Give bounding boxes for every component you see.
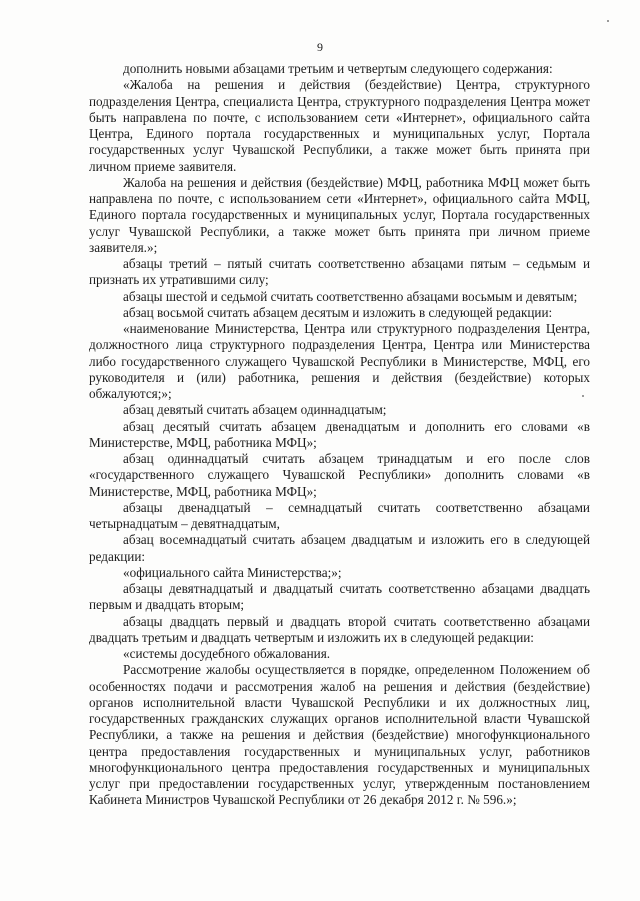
paragraph: абзац десятый считать абзацем двенадцатым и дополнить его словами «в Министерстве, МФЦ, работника МФЦ»;: [89, 418, 590, 450]
paragraph: абзац одиннадцатый считать абзацем тринадцатым и его после слов «государственного служащего Чувашской Республики» дополнить словами «в Министерстве, МФЦ, работника МФЦ»;: [89, 451, 590, 499]
paragraph: Рассмотрение жалобы осуществляется в порядке, определенном Положением об особенностях подачи и рассмотрения жалоб на решения и действия (бездействие) органов исполнительной власти Чувашской Республики и их должностных лиц, государственных гражданских служащих органов исполнительной власти Чувашской Республики, а также на решения и действия (бездействие) многофункционального центра предоставления государственных и муниципальных услуг, работников многофункционального центра предоставления государственных и муниципальных услуг при предоставлении государственных услуг, утвержденным постановлением Кабинета Министров Чувашской Республики от 26 декабря 2012 г. № 596.»;: [89, 662, 590, 808]
scan-speck: [582, 395, 584, 397]
paragraph: «наименование Министерства, Центра или структурного подразделения Центра, должностного лица структурного подразделения Центра, Центра или Министерства либо государственного служащего Чувашской Республики в Министерстве, МФЦ, его руководителя и (или) работника, решения и действия (бездействие) которых обжалуются;»;: [89, 321, 590, 401]
paragraph: абзацы двадцать первый и двадцать второй считать соответственно абзацами двадцать третьим и двадцать четвертым и изложить их в следующей редакции:: [89, 613, 590, 645]
scan-speck: [607, 20, 609, 22]
paragraph: абзацы третий – пятый считать соответственно абзацами пятым – седьмым и признать их утратившими силу;: [89, 256, 590, 288]
paragraph: дополнить новыми абзацами третьим и четвертым следующего содержания:: [123, 61, 553, 76]
paragraph: Жалоба на решения и действия (бездействие) МФЦ, работника МФЦ может быть направлена по почте, с использованием сети «Интернет», официального сайта МФЦ, Единого портала государственных и муниципальных услуг, Портала государственных услуг Чувашской Республики, а также может быть принята при личном приеме заявителя.»;: [89, 174, 590, 255]
paragraph: абзац девятый считать абзацем одиннадцатым;: [123, 402, 387, 418]
paragraph: абзацы двенадцатый – семнадцатый считать соответственно абзацами четырнадцатым – девятнадцатым,: [89, 499, 590, 531]
paragraph: «Жалоба на решения и действия (бездействие) Центра, структурного подразделения Центра, специалиста Центра, структурного подразделения Центра может быть направлена по почте, с использованием сети «Интернет», официального сайта Центра, Единого портала государственных и муниципальных услуг, Портала государственных услуг Чувашской Республики, а также может быть принята при личном приеме заявителя.: [89, 77, 590, 174]
paragraph: «официального сайта Министерства;»;: [123, 564, 342, 580]
page-number: 9: [317, 40, 323, 54]
document-body: [89, 61, 590, 809]
paragraph: абзац восемнадцатый считать абзацем двадцатым и изложить его в следующей редакции:: [89, 532, 590, 564]
paragraph: абзац восьмой считать абзацем десятым и изложить в следующей редакции:: [123, 304, 553, 320]
paragraph: «системы досудебного обжалования.: [123, 646, 331, 661]
paragraph: абзацы шестой и седьмой считать соответственно абзацами восьмым и девятым;: [123, 288, 578, 304]
paragraph: абзацы девятнадцатый и двадцатый считать соответственно абзацами двадцать первым и двадцать вторым;: [89, 581, 590, 613]
